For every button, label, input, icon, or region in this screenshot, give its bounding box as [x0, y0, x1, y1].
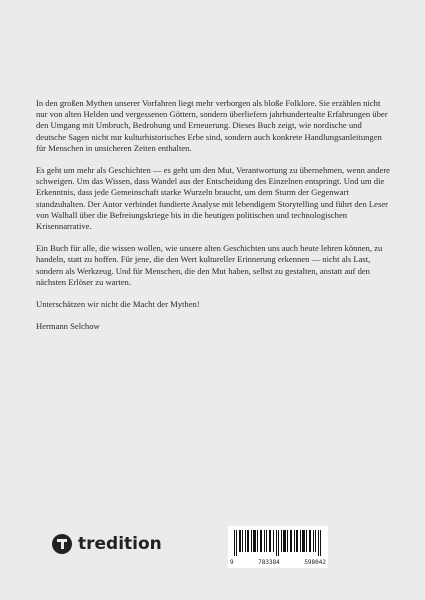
tredition-logo-icon [52, 534, 72, 554]
barcode-digit-group-2: 783384 [258, 559, 280, 566]
blurb-paragraph-1: In den großen Mythen unserer Vorfahren liegt mehr verborgen als bloße Folklore. Sie erzählen nicht nur von alten Helden und vergessenen Göttern, sondern überliefern jahrhundertealte Erfahrungen über den Umgang mit Umbruch, Bedrohung und Erneuerung. Dieses Buch zeigt, wie nordische und deutsche Sagen nicht nur kulturhistorisches Erbe sind, sondern auch konkrete Handlungsanleitungen für Menschen in unsicheren Zeiten enthalten. [36, 98, 388, 153]
publisher-name: tredition [78, 534, 162, 554]
barcode-digit-group-3: 598042 [304, 559, 326, 566]
publisher-logo [52, 534, 162, 554]
barcode-digit-group-1: 9 [230, 559, 234, 566]
blurb-paragraph-3: Ein Buch für alle, die wissen wollen, wie unsere alten Geschichten uns auch heute lehren können, zu handeln, statt zu hoffen. Für jene, die den Wert kultureller Erinnerung erkennen — nicht als Last, sondern als Werkzeug. Und für Menschen, die den Mut haben, selbst zu gestalten, anstatt auf den nächsten Erlöser zu warten. [36, 243, 383, 287]
blurb-text [36, 98, 391, 343]
author-name: Hermann Selchow [36, 321, 100, 332]
barcode-number [230, 559, 326, 566]
barcode-bars [234, 530, 322, 556]
isbn-barcode [228, 526, 328, 568]
blurb-tagline: Unterschätzen wir nicht die Macht der Mythen! [36, 299, 200, 310]
blurb-paragraph-2: Es geht um mehr als Geschichten — es geht um den Mut, Verantwortung zu übernehmen, wenn andere schweigen. Um das Wissen, dass Wandel aus der Entscheidung des Einzelnen entspringt. Und um die Erkenntnis, dass jede Gemeinschaft starke Wurzeln braucht, um dem Sturm der Gegenwart standzuhalten. Der Autor verbindet fundierte Analyse mit lebendigem Storytelling und führt den Leser von Walhall über die Befreiungskriege bis in die heutigen politischen und technologischen Krisennarrative. [36, 165, 390, 232]
